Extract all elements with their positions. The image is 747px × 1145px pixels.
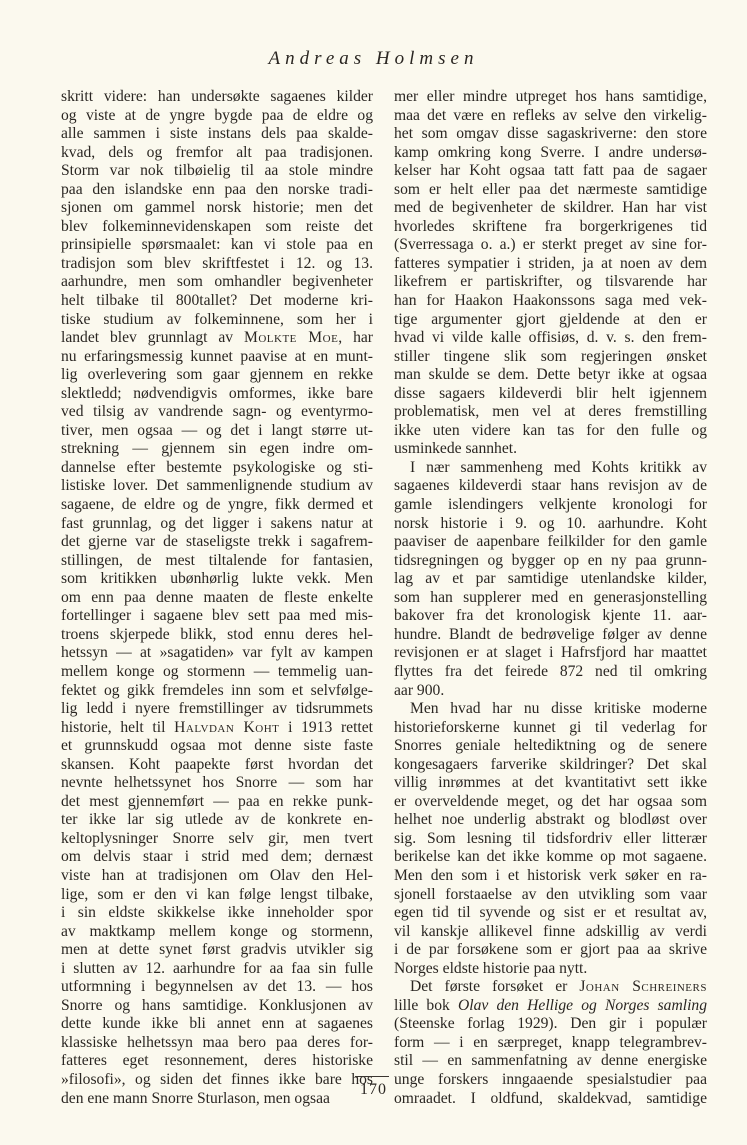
text-line: gamle islendingers velkjente kronologi for xyxy=(394,496,707,514)
page-number: 170 xyxy=(360,1081,387,1098)
text-line: historieforskerne kunnet gi til vederlag for xyxy=(394,718,707,736)
text-line: som kritikken ubønhørlig lukte vekk. Men xyxy=(61,570,373,588)
text-line: fatteres sympatier i striden, ja at noen av dem xyxy=(394,254,707,272)
text-line: lig overlevering som gaar gjennem en rekke xyxy=(61,366,373,384)
text-line: et grunnskudd ogsaa mot denne siste faste xyxy=(61,737,373,755)
text-line: dannelse efter bestemte psykologiske og sti- xyxy=(61,458,373,476)
text-line: norsk historie i 9. og 10. aarhundre. Koht xyxy=(394,514,707,532)
text-line: skansen. Koht paapekte først hvordan det xyxy=(61,755,373,773)
text-line: villig inrømmes at det kvantitativt sett ikke xyxy=(394,774,707,792)
running-title: Andreas Holmsen xyxy=(268,48,479,69)
text-line: vil kanskje allikevel finne adskillig av verdi xyxy=(394,922,707,940)
right-column xyxy=(394,88,707,1108)
text-line: keltoplysninger Snorre selv gir, men tvert xyxy=(61,829,373,847)
text-line: aarhundre, men som omhandler begivenheter xyxy=(61,273,373,291)
text-line: usminkede sannhet. xyxy=(394,440,517,458)
text-line: i slutten av 12. aarhundre for aa faa sin fulle xyxy=(61,959,373,977)
text-line: disse sagaers kildeverdi blir helt igjennem xyxy=(394,384,707,402)
molkte-moe: Molkte Moe xyxy=(243,329,339,347)
footer-rule xyxy=(355,1076,389,1077)
text-line: maa det være en refleks av selve den virkelig- xyxy=(394,106,707,124)
text-line: (Steenske forlag 1929). Den gir i populær xyxy=(394,1015,707,1033)
text-line: mer eller mindre utpreget hos hans samtidige, xyxy=(394,88,707,105)
text-line: om delvis staar i strid med dem; dernæst xyxy=(61,848,373,866)
text-line: sjonell forstaaelse av den utvikling som vaar xyxy=(394,885,707,903)
text-line: Norges eldste historie paa nytt. xyxy=(394,959,588,977)
text-line: Snorre og hans samtidige. Konklusjonen av xyxy=(61,996,373,1014)
text-line: kamp omkring kong Sverre. I andre undersø- xyxy=(394,143,707,161)
text-line: sjonen om gammel norsk historie; men det xyxy=(61,199,373,217)
text-line: er overveldende meget, og det har ogsaa som xyxy=(394,792,707,810)
text-line: i de par forsøkene som er gjort paa aa skrive xyxy=(394,941,707,959)
text-line: Men hvad har nu disse kritiske moderne xyxy=(410,700,707,718)
text-line: som er helt eller paa det nærmeste samtidige xyxy=(394,180,707,198)
text-line: tiske studium av folkeminnene, som her i xyxy=(61,310,373,328)
text-line: tradisjon som blev skriftfestet i 12. og 13. xyxy=(61,254,373,272)
text-line: man skulde se dem. Dette betyr ikke at ogsaa xyxy=(394,366,707,384)
text-line: kongesagaers farverike skildringer? Det skal xyxy=(394,755,707,773)
text-line: bakover fra det kronologisk kjente 11. aar- xyxy=(394,607,707,625)
text-line: Det første forsøket er Johan Schreiners xyxy=(410,978,707,996)
text-line: fortellinger i sagaene blev sett paa med mis- xyxy=(61,607,373,625)
text-line: lig ledd i nyere fremstillinger av tidsrummets xyxy=(61,700,373,718)
text-line: blev folkeminnevidenskapen som reiste det xyxy=(61,217,373,235)
text-line: sagaene, de eldre og de yngre, fikk dermed et xyxy=(61,496,373,514)
text-line: med de begivenheter de skildrer. Han har vist xyxy=(394,199,707,217)
text-line: stil — en sammenfatning av denne energiske xyxy=(394,1052,707,1070)
text-line: som han supplerer med en generasjonstelling xyxy=(394,588,707,606)
text-line: sagaenes kildeverdi staar hans revisjon av de xyxy=(394,477,707,495)
text-line: prinsipielle spørsmaalet: kan vi stole paa en xyxy=(61,236,373,254)
text-line: aar 900. xyxy=(394,681,445,699)
text-line: stiller tingene slik som regjeringen ønsket xyxy=(394,347,707,365)
text-line: stillingen, de mest tiltalende for fantasien, xyxy=(61,551,373,569)
text-line: strekning — gjennem sin egen indre om- xyxy=(61,440,373,458)
text-line: det gjerne var de staseligste trekk i sagafrem- xyxy=(61,533,373,551)
text-line: i sin eldste skikkelse ikke inneholder spor xyxy=(61,904,373,922)
text-line: lag av et par samtidige utenlandske kilder, xyxy=(394,570,707,588)
text-line: ikke uten videre kan tas for den fulle og xyxy=(394,421,707,439)
text-line: historie, helt til Halvdan Koht i 1913 rettet xyxy=(61,718,373,736)
text-line: fatteres eget resonnement, deres historiske xyxy=(61,1052,373,1070)
text-line: (Sverressaga o. a.) er sterkt preget av sine for- xyxy=(394,236,707,254)
text-line: unge forskers inngaaende spesialstudier paa xyxy=(394,1070,707,1088)
text-line: omraadet. I oldfund, skaldekvad, samtidige xyxy=(394,1089,707,1107)
text-line: problematisk, men vel at deres fremstilling xyxy=(394,403,707,421)
text-line: likefrem er partiskrifter, og tilsvarende har xyxy=(394,273,707,291)
text-line: mellem konge og stormenn — temmelig uan- xyxy=(61,662,373,680)
text-line: skritt videre: han undersøkte sagaenes kilder xyxy=(61,88,373,105)
text-line: troens skjerpede blikk, stod ennu deres hel- xyxy=(61,625,373,643)
text-line: lige, som er den vi kan følge lengst tilbake, xyxy=(61,885,373,903)
text-line: nevnte helhetssynet hos Snorre — som har xyxy=(61,774,373,792)
text-line: av maktkamp mellem konge og stormenn, xyxy=(61,922,373,940)
text-line: form — i en særpreget, knapp telegrambrev- xyxy=(394,1033,707,1051)
text-line: Storm var nok tilbøielig til aa stole mindre xyxy=(61,162,373,180)
text-line: het som omgav disse sagaskriverne: den store xyxy=(394,125,707,143)
text-line: hvad vi vilde kalle offisiøs, d. v. s. den frem- xyxy=(394,329,707,347)
left-column xyxy=(61,88,373,1108)
johan-schreiners: Johan Schreiners xyxy=(579,978,707,996)
text-line: klassiske helhetssyn maa bero paa deres for- xyxy=(61,1033,373,1051)
text-line: ved tilsig av vandrende sagn- og eventyrmo- xyxy=(61,403,373,421)
text-line: listiske lover. Det sammenlignende studium av xyxy=(61,477,373,495)
text-line: sig. Som lesning til tidsfordriv eller litterær xyxy=(394,829,707,847)
text-line: hetssyn — at »sagatiden» var fylt av kampen xyxy=(61,644,373,662)
text-line: han for Haakon Haakonssons saga med vek- xyxy=(394,292,707,310)
text-line: det mest gjennemført — paa en rekke punk- xyxy=(61,792,373,810)
text-line: fast grunnlag, og det ligger i sakens natur at xyxy=(61,514,373,532)
text-line: men at dette synet først gradvis utvikler sig xyxy=(61,941,373,959)
text-line: utformning i begynnelsen av det 13. — hos xyxy=(61,978,373,996)
text-line: kelser har Koht ogsaa tatt fatt paa de sagaer xyxy=(394,162,707,180)
text-line: slektledd; nødvendigvis omformes, ikke bare xyxy=(61,384,373,402)
text-line: Men den som i et historisk verk søker en ra- xyxy=(394,866,707,884)
text-line: tiver, men ogsaa — og det i langt større ut- xyxy=(61,421,373,439)
text-line: hundre. Blandt de bedrøvelige følger av denne xyxy=(394,625,707,643)
text-line: egen tid til syvende og sist er et resultat av, xyxy=(394,904,707,922)
text-line: lille bok Olav den Hellige og Norges samling xyxy=(394,996,707,1014)
text-line: tidsregningen og bygger op en ny paa grunn- xyxy=(394,551,707,569)
text-line: fektet og gikk fremdeles inn som et selvfølge- xyxy=(61,681,373,699)
text-line: og viste at de yngre bygde paa de eldre og xyxy=(61,106,373,124)
text-line: kvad, dels og fremfor alt paa tradisjonen. xyxy=(61,143,373,161)
text-line: paaviser de aapenbare feilkilder for den gamle xyxy=(394,533,707,551)
text-line: revisjonen er at slaget i Hafrsfjord har maattet xyxy=(394,644,707,662)
text-line: den ene mann Snorre Sturlason, men ogsaa xyxy=(61,1089,330,1107)
text-line: viste han at tradisjonen om Olav den Hel- xyxy=(61,866,373,884)
text-line: nu erfaringsmessig kunnet paavise at en munt- xyxy=(61,347,373,365)
text-line: om enn paa denne maaten de fleste enkelte xyxy=(61,588,373,606)
text-line: Snorres geniale heltediktning og de senere xyxy=(394,737,707,755)
text-line: flyttes fra det feirede 872 ned til omkring xyxy=(394,662,707,680)
text-line: »filosofi», og siden det finnes ikke bare hos xyxy=(61,1070,373,1088)
text-line: landet blev grunnlagt av Molkte Moe, har xyxy=(61,329,373,347)
text-line: I nær sammenheng med Kohts kritikk av xyxy=(410,458,707,476)
text-line: ter ikke lar sig utlede av de konkrete en- xyxy=(61,811,373,829)
text-line: helhet noe underlig abstrakt og blodløst over xyxy=(394,811,707,829)
text-line: hvorledes skriftene fra borgerkrigenes tid xyxy=(394,217,707,235)
halvdan-koht: Halvdan Koht xyxy=(174,718,280,736)
text-line: tige argumenter gjort gjeldende at den er xyxy=(394,310,707,328)
text-line: dette kunde ikke bli annet enn at sagaenes xyxy=(61,1015,373,1033)
book-title: Olav den Hellige og Norges samling xyxy=(457,996,707,1014)
text-line: berikelse kan det ikke komme op mot sagaene. xyxy=(394,848,707,866)
text-line: helt tilbake til 800tallet? Det moderne kri- xyxy=(61,292,373,310)
text-line: paa den islandske enn paa den norske tradi- xyxy=(61,180,373,198)
text-line: alle sammen i siste instans dels paa skalde- xyxy=(61,125,373,143)
